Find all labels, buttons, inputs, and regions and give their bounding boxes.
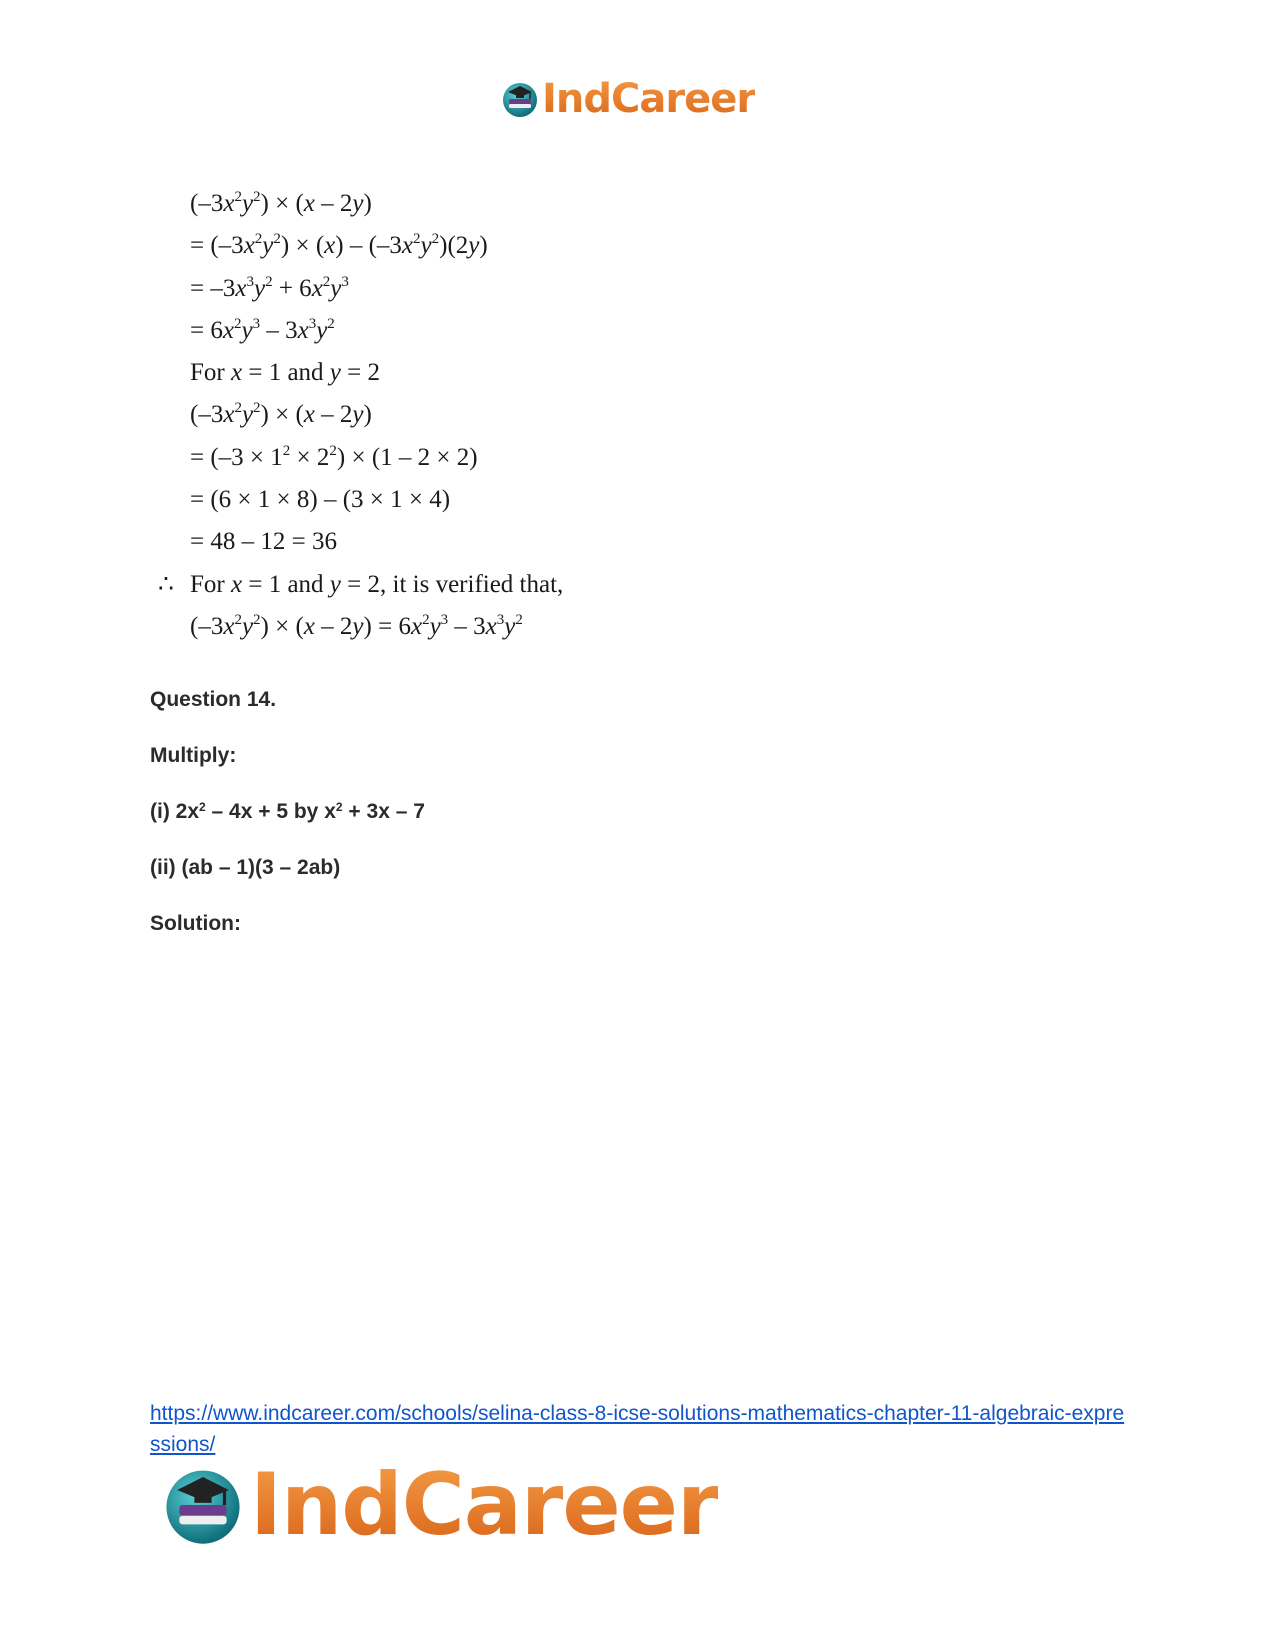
brand-name: IndCareer — [250, 1455, 719, 1555]
question-instruction: Multiply: — [150, 744, 237, 767]
brand-name: IndCareer — [542, 76, 756, 122]
math-line: = $-3x^3y^2 + 6x^2y^3$ — [190, 273, 349, 302]
question-part-i: (i) $2x^2 - 4x + 5$ by $x^2 + 3x - 7$ — [150, 800, 425, 823]
solution-13-working — [150, 183, 750, 648]
math-line: = $(-3x^2y^2) \times (x) - (-3x^2y^2)(2y)$ — [190, 231, 488, 260]
source-url-link[interactable]: https://www.indcareer.com/schools/selina-class-8-icse-solutions-mathematics-chapter-11-algebraic-expressions/ — [150, 1402, 1125, 1456]
math-line: $(-3x^2y^2) \times (x - 2y)$ — [190, 400, 372, 429]
question-part-ii: (ii) (ab – 1)(3 – 2ab) — [150, 856, 341, 879]
therefore-symbol: ∴ — [158, 570, 174, 598]
math-line: = $(-3 \times 1^2 \times 2^2) \times (1 - 2 \times 2)$ — [190, 442, 478, 471]
graduation-cap-book-globe-icon — [500, 79, 540, 119]
graduation-cap-book-globe-icon — [160, 1462, 246, 1548]
math-line: $(-3x^2y^2) \times (x - 2y) = 6x^2y^3 - 3x^3y^2$ — [190, 611, 523, 640]
question-title: Question 14. — [150, 688, 277, 711]
math-line: For x = 1 and y = 2 — [190, 359, 381, 387]
math-line: = 48 – 12 = 36 — [190, 528, 337, 556]
math-line: $(-3x^2y^2) \times (x - 2y)$ — [190, 189, 372, 217]
footer-logo — [160, 1455, 719, 1555]
solution-label: Solution: — [150, 912, 241, 935]
math-line: = (6 × 1 × 8) – (3 × 1 × 4) — [190, 486, 451, 514]
math-line: = $6x^2y^3 - 3x^3y^2$ — [190, 315, 335, 344]
header-logo — [500, 76, 755, 122]
math-line: ∴ For x = 1 and y = 2, it is verified that, — [150, 564, 750, 606]
